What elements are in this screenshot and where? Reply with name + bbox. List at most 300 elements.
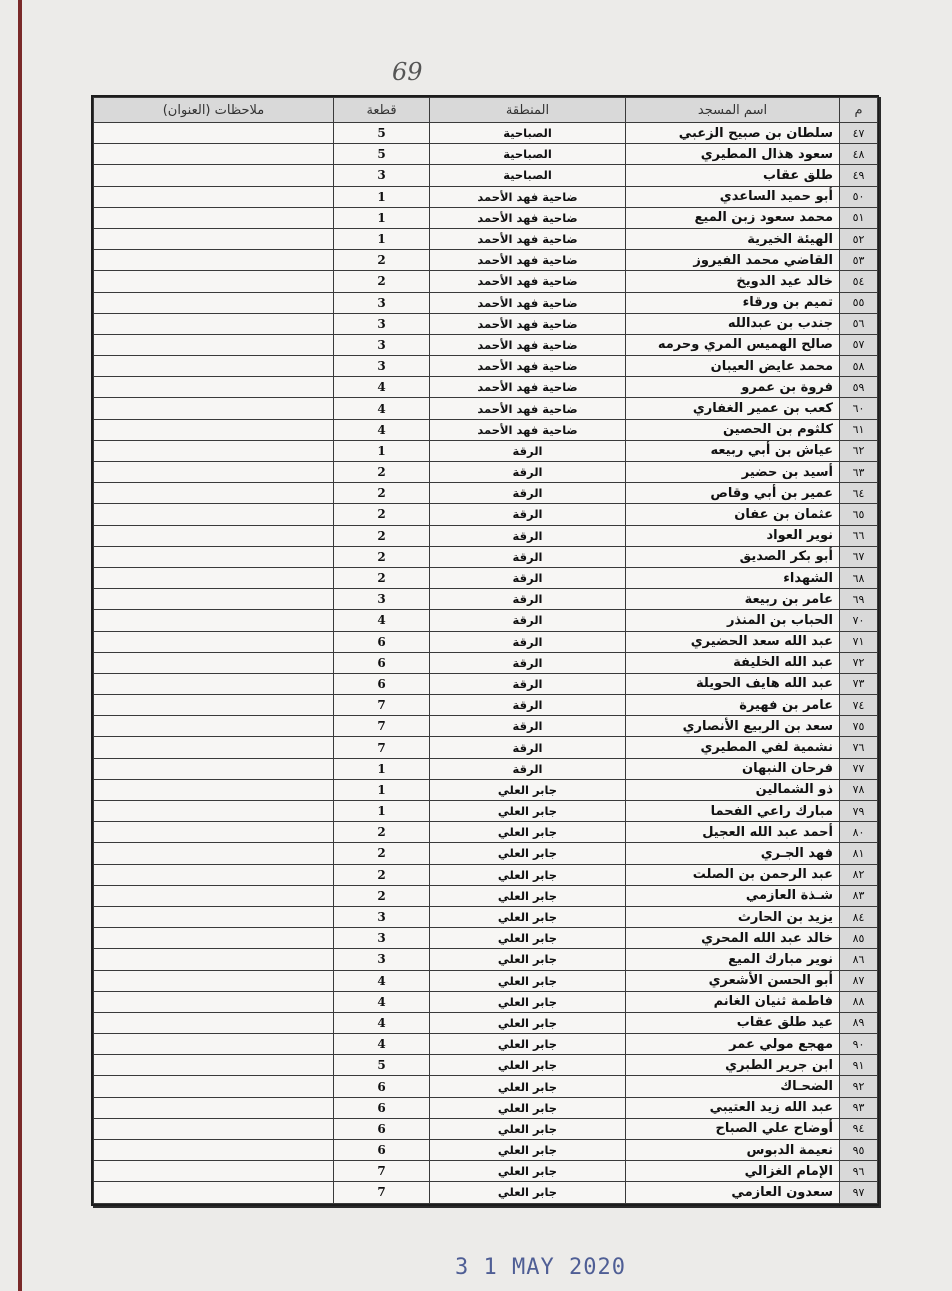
cell-plot: 2	[334, 462, 430, 483]
cell-area: الرقة	[430, 525, 626, 546]
table-row	[94, 906, 878, 927]
cell-plot: 2	[334, 567, 430, 588]
cell-mosque-name: الشهداء	[626, 567, 840, 588]
cell-plot: 2	[334, 271, 430, 292]
cell-notes	[94, 695, 334, 716]
cell-mosque-name: أسيد بن حضير	[626, 462, 840, 483]
cell-mosque-name: شـذة العازمي	[626, 885, 840, 906]
cell-plot: 3	[334, 949, 430, 970]
cell-mosque-name: الهيئة الخيرية	[626, 228, 840, 249]
cell-area: الرقة	[430, 716, 626, 737]
cell-plot: 7	[334, 1161, 430, 1182]
cell-mosque-name: مهجع مولي عمر	[626, 1034, 840, 1055]
cell-row-number: ٩٢	[840, 1076, 878, 1097]
cell-mosque-name: أوضاح علي الصباح	[626, 1118, 840, 1139]
table-row	[94, 377, 878, 398]
table-row	[94, 779, 878, 800]
cell-plot: 4	[334, 398, 430, 419]
cell-notes	[94, 716, 334, 737]
cell-plot: 5	[334, 144, 430, 165]
cell-mosque-name: مبارك راعي الفحما	[626, 801, 840, 822]
table-row	[94, 186, 878, 207]
cell-notes	[94, 546, 334, 567]
cell-notes	[94, 991, 334, 1012]
cell-row-number: ٧٦	[840, 737, 878, 758]
table-row	[94, 504, 878, 525]
table-row	[94, 250, 878, 271]
cell-row-number: ٨٠	[840, 822, 878, 843]
cell-row-number: ٨٣	[840, 885, 878, 906]
cell-mosque-name: نوير العواد	[626, 525, 840, 546]
cell-row-number: ٦٧	[840, 546, 878, 567]
cell-plot: 1	[334, 779, 430, 800]
table-row	[94, 525, 878, 546]
cell-row-number: ٦١	[840, 419, 878, 440]
cell-plot: 4	[334, 377, 430, 398]
cell-plot: 2	[334, 885, 430, 906]
cell-notes	[94, 377, 334, 398]
table-row	[94, 462, 878, 483]
cell-area: جابر العلي	[430, 991, 626, 1012]
cell-row-number: ٦٥	[840, 504, 878, 525]
cell-plot: 4	[334, 610, 430, 631]
cell-notes	[94, 356, 334, 377]
cell-plot: 5	[334, 123, 430, 144]
cell-notes	[94, 334, 334, 355]
cell-area: الرقة	[430, 589, 626, 610]
cell-notes	[94, 652, 334, 673]
table-row	[94, 356, 878, 377]
table-row	[94, 610, 878, 631]
table-row	[94, 1076, 878, 1097]
cell-notes	[94, 440, 334, 461]
cell-plot: 2	[334, 822, 430, 843]
cell-plot: 2	[334, 843, 430, 864]
cell-notes	[94, 313, 334, 334]
cell-area: الرقة	[430, 695, 626, 716]
cell-mosque-name: جندب بن عبدالله	[626, 313, 840, 334]
cell-area: جابر العلي	[430, 1034, 626, 1055]
cell-plot: 2	[334, 864, 430, 885]
cell-notes	[94, 186, 334, 207]
cell-area: ضاحية فهد الأحمد	[430, 271, 626, 292]
cell-mosque-name: محمد سعود زبن الميع	[626, 207, 840, 228]
header-plot: قطعة	[334, 98, 430, 123]
cell-row-number: ٨٥	[840, 928, 878, 949]
cell-mosque-name: أبو الحسن الأشعري	[626, 970, 840, 991]
cell-plot: 7	[334, 695, 430, 716]
cell-area: ضاحية فهد الأحمد	[430, 207, 626, 228]
mosque-table	[93, 97, 878, 1204]
cell-mosque-name: سلطان بن صبيح الزعبي	[626, 123, 840, 144]
cell-notes	[94, 1055, 334, 1076]
cell-plot: 6	[334, 1140, 430, 1161]
cell-notes	[94, 822, 334, 843]
cell-notes	[94, 567, 334, 588]
cell-notes	[94, 631, 334, 652]
cell-row-number: ٧٥	[840, 716, 878, 737]
cell-plot: 6	[334, 1097, 430, 1118]
cell-area: جابر العلي	[430, 970, 626, 991]
cell-mosque-name: سعد بن الربيع الأنصاري	[626, 716, 840, 737]
cell-mosque-name: نعيمة الدبوس	[626, 1140, 840, 1161]
cell-notes	[94, 271, 334, 292]
cell-row-number: ٩٥	[840, 1140, 878, 1161]
cell-area: الرقة	[430, 631, 626, 652]
cell-plot: 1	[334, 207, 430, 228]
date-stamp: 3 1 MAY 2020	[455, 1255, 626, 1280]
cell-notes	[94, 864, 334, 885]
cell-plot: 4	[334, 991, 430, 1012]
header-area: المنطقة	[430, 98, 626, 123]
cell-row-number: ٨١	[840, 843, 878, 864]
cell-area: الرقة	[430, 440, 626, 461]
cell-area: ضاحية فهد الأحمد	[430, 250, 626, 271]
cell-row-number: ٧٣	[840, 673, 878, 694]
table-row	[94, 843, 878, 864]
cell-mosque-name: نوير مبارك الميع	[626, 949, 840, 970]
cell-plot: 7	[334, 1182, 430, 1203]
cell-notes	[94, 398, 334, 419]
table-row	[94, 440, 878, 461]
cell-row-number: ٧١	[840, 631, 878, 652]
cell-notes	[94, 1012, 334, 1033]
cell-notes	[94, 1034, 334, 1055]
cell-notes	[94, 1140, 334, 1161]
cell-plot: 2	[334, 250, 430, 271]
cell-notes	[94, 292, 334, 313]
cell-mosque-name: الضحـاك	[626, 1076, 840, 1097]
cell-mosque-name: كلثوم بن الحصين	[626, 419, 840, 440]
table-row	[94, 165, 878, 186]
cell-plot: 1	[334, 758, 430, 779]
cell-mosque-name: عبد الرحمن بن الصلت	[626, 864, 840, 885]
table-row	[94, 1140, 878, 1161]
table-row	[94, 991, 878, 1012]
cell-row-number: ٧٠	[840, 610, 878, 631]
table-row	[94, 970, 878, 991]
cell-plot: 6	[334, 652, 430, 673]
cell-notes	[94, 144, 334, 165]
cell-mosque-name: سعدون العازمي	[626, 1182, 840, 1203]
cell-notes	[94, 123, 334, 144]
cell-plot: 2	[334, 525, 430, 546]
cell-row-number: ٥٢	[840, 228, 878, 249]
binding-edge-line	[18, 0, 22, 1291]
cell-notes	[94, 228, 334, 249]
cell-notes	[94, 207, 334, 228]
cell-mosque-name: كعب بن عمير الغفاري	[626, 398, 840, 419]
cell-row-number: ٦٢	[840, 440, 878, 461]
cell-notes	[94, 758, 334, 779]
cell-area: ضاحية فهد الأحمد	[430, 398, 626, 419]
cell-row-number: ٩٠	[840, 1034, 878, 1055]
cell-mosque-name: محمد عايض العيبان	[626, 356, 840, 377]
table-row	[94, 292, 878, 313]
cell-row-number: ٩١	[840, 1055, 878, 1076]
table-row	[94, 1118, 878, 1139]
cell-area: ضاحية فهد الأحمد	[430, 377, 626, 398]
table-row	[94, 1012, 878, 1033]
cell-area: ضاحية فهد الأحمد	[430, 292, 626, 313]
table-row	[94, 144, 878, 165]
cell-area: ضاحية فهد الأحمد	[430, 313, 626, 334]
cell-mosque-name: فروة بن عمرو	[626, 377, 840, 398]
cell-notes	[94, 1118, 334, 1139]
cell-plot: 6	[334, 631, 430, 652]
cell-notes	[94, 1161, 334, 1182]
table-row	[94, 822, 878, 843]
table-row	[94, 716, 878, 737]
cell-row-number: ٥٠	[840, 186, 878, 207]
table-row	[94, 864, 878, 885]
cell-notes	[94, 589, 334, 610]
cell-mosque-name: فهد الجـري	[626, 843, 840, 864]
cell-row-number: ٥٥	[840, 292, 878, 313]
cell-area: جابر العلي	[430, 864, 626, 885]
cell-plot: 3	[334, 334, 430, 355]
cell-row-number: ٩٣	[840, 1097, 878, 1118]
cell-area: جابر العلي	[430, 1118, 626, 1139]
header-notes: ملاحظات (العنوان)	[94, 98, 334, 123]
cell-area: جابر العلي	[430, 1076, 626, 1097]
cell-mosque-name: نشمية لفي المطيري	[626, 737, 840, 758]
table-row	[94, 1034, 878, 1055]
cell-notes	[94, 610, 334, 631]
cell-area: جابر العلي	[430, 906, 626, 927]
cell-plot: 1	[334, 440, 430, 461]
table-row	[94, 1055, 878, 1076]
cell-notes	[94, 843, 334, 864]
cell-notes	[94, 673, 334, 694]
cell-notes	[94, 801, 334, 822]
cell-area: جابر العلي	[430, 1012, 626, 1033]
table-row	[94, 673, 878, 694]
cell-notes	[94, 1182, 334, 1203]
cell-area: جابر العلي	[430, 1161, 626, 1182]
cell-area: جابر العلي	[430, 822, 626, 843]
table-row	[94, 483, 878, 504]
cell-area: جابر العلي	[430, 779, 626, 800]
cell-area: الرقة	[430, 758, 626, 779]
cell-area: الصباحية	[430, 165, 626, 186]
cell-row-number: ٤٩	[840, 165, 878, 186]
cell-area: جابر العلي	[430, 1140, 626, 1161]
table-row	[94, 313, 878, 334]
cell-mosque-name: عيد طلق عقاب	[626, 1012, 840, 1033]
cell-plot: 4	[334, 970, 430, 991]
cell-row-number: ٨٢	[840, 864, 878, 885]
cell-plot: 3	[334, 165, 430, 186]
cell-area: ضاحية فهد الأحمد	[430, 228, 626, 249]
cell-plot: 6	[334, 673, 430, 694]
cell-plot: 6	[334, 1076, 430, 1097]
cell-mosque-name: القاضي محمد الفيروز	[626, 250, 840, 271]
table-row	[94, 271, 878, 292]
cell-row-number: ٥٩	[840, 377, 878, 398]
cell-area: الرقة	[430, 567, 626, 588]
cell-row-number: ٨٩	[840, 1012, 878, 1033]
cell-plot: 3	[334, 356, 430, 377]
table-row	[94, 567, 878, 588]
cell-row-number: ٦٦	[840, 525, 878, 546]
cell-row-number: ٩٧	[840, 1182, 878, 1203]
cell-row-number: ٥٧	[840, 334, 878, 355]
cell-area: الرقة	[430, 462, 626, 483]
cell-mosque-name: عياش بن أبي ربيعه	[626, 440, 840, 461]
cell-row-number: ٨٧	[840, 970, 878, 991]
cell-plot: 4	[334, 1012, 430, 1033]
table-row	[94, 1182, 878, 1203]
cell-area: جابر العلي	[430, 1055, 626, 1076]
cell-row-number: ٧٢	[840, 652, 878, 673]
cell-notes	[94, 737, 334, 758]
cell-row-number: ٩٤	[840, 1118, 878, 1139]
cell-mosque-name: طلق عقاب	[626, 165, 840, 186]
table-row	[94, 207, 878, 228]
cell-row-number: ٨٨	[840, 991, 878, 1012]
cell-row-number: ٥٣	[840, 250, 878, 271]
table-row	[94, 928, 878, 949]
cell-mosque-name: خالد عيد الدويخ	[626, 271, 840, 292]
table-row	[94, 631, 878, 652]
cell-area: الصباحية	[430, 123, 626, 144]
cell-area: الرقة	[430, 504, 626, 525]
cell-mosque-name: الإمام الغزالي	[626, 1161, 840, 1182]
table-row	[94, 546, 878, 567]
cell-mosque-name: صالح الهميس المري وحرمه	[626, 334, 840, 355]
cell-row-number: ٦٠	[840, 398, 878, 419]
cell-area: الرقة	[430, 610, 626, 631]
cell-mosque-name: تميم بن ورقاء	[626, 292, 840, 313]
cell-notes	[94, 1097, 334, 1118]
cell-plot: 7	[334, 716, 430, 737]
header-mosque-name: اسم المسجد	[626, 98, 840, 123]
cell-area: الرقة	[430, 483, 626, 504]
cell-plot: 1	[334, 801, 430, 822]
cell-plot: 3	[334, 928, 430, 949]
cell-area: جابر العلي	[430, 928, 626, 949]
cell-notes	[94, 970, 334, 991]
cell-plot: 1	[334, 228, 430, 249]
cell-area: الصباحية	[430, 144, 626, 165]
cell-notes	[94, 928, 334, 949]
cell-mosque-name: عامر بن ربيعة	[626, 589, 840, 610]
table-row	[94, 801, 878, 822]
cell-plot: 4	[334, 419, 430, 440]
cell-mosque-name: أبو بكر الصديق	[626, 546, 840, 567]
cell-notes	[94, 165, 334, 186]
cell-mosque-name: ذو الشمالين	[626, 779, 840, 800]
cell-plot: 2	[334, 504, 430, 525]
cell-area: جابر العلي	[430, 885, 626, 906]
cell-plot: 3	[334, 292, 430, 313]
cell-mosque-name: فرحان النبهان	[626, 758, 840, 779]
cell-mosque-name: أحمد عبد الله العجيل	[626, 822, 840, 843]
cell-mosque-name: عامر بن فهيرة	[626, 695, 840, 716]
cell-area: جابر العلي	[430, 843, 626, 864]
cell-row-number: ٧٤	[840, 695, 878, 716]
handwritten-page-number: 69	[392, 58, 423, 86]
cell-notes	[94, 525, 334, 546]
cell-notes	[94, 906, 334, 927]
cell-mosque-name: يزيد بن الحارث	[626, 906, 840, 927]
table-row	[94, 1097, 878, 1118]
table-row	[94, 228, 878, 249]
cell-plot: 5	[334, 1055, 430, 1076]
cell-area: ضاحية فهد الأحمد	[430, 356, 626, 377]
cell-row-number: ٥٤	[840, 271, 878, 292]
cell-row-number: ٥٦	[840, 313, 878, 334]
cell-row-number: ٧٩	[840, 801, 878, 822]
cell-plot: 6	[334, 1118, 430, 1139]
cell-notes	[94, 504, 334, 525]
cell-area: ضاحية فهد الأحمد	[430, 186, 626, 207]
cell-area: الرقة	[430, 652, 626, 673]
table-row	[94, 652, 878, 673]
cell-mosque-name: عبد الله هايف الحويلة	[626, 673, 840, 694]
mosque-table-container	[91, 95, 879, 1206]
cell-row-number: ٦٣	[840, 462, 878, 483]
cell-area: جابر العلي	[430, 949, 626, 970]
cell-plot: 3	[334, 906, 430, 927]
cell-plot: 3	[334, 589, 430, 610]
cell-notes	[94, 949, 334, 970]
cell-row-number: ٨٦	[840, 949, 878, 970]
table-row	[94, 885, 878, 906]
cell-mosque-name: عبد الله الخليفة	[626, 652, 840, 673]
cell-plot: 3	[334, 313, 430, 334]
cell-notes	[94, 885, 334, 906]
cell-area: جابر العلي	[430, 801, 626, 822]
cell-row-number: ٥٨	[840, 356, 878, 377]
cell-mosque-name: خالد عبد الله المحري	[626, 928, 840, 949]
header-no: م	[840, 98, 878, 123]
cell-area: الرقة	[430, 673, 626, 694]
cell-plot: 1	[334, 186, 430, 207]
cell-mosque-name: ابن جرير الطبري	[626, 1055, 840, 1076]
cell-mosque-name: أبو حميد الساعدي	[626, 186, 840, 207]
cell-notes	[94, 483, 334, 504]
table-row	[94, 1161, 878, 1182]
cell-row-number: ٤٨	[840, 144, 878, 165]
cell-area: الرقة	[430, 737, 626, 758]
cell-plot: 4	[334, 1034, 430, 1055]
cell-row-number: ٩٦	[840, 1161, 878, 1182]
cell-notes	[94, 462, 334, 483]
table-header-row	[94, 98, 878, 123]
cell-plot: 2	[334, 483, 430, 504]
cell-row-number: ٥١	[840, 207, 878, 228]
cell-mosque-name: عثمان بن عفان	[626, 504, 840, 525]
cell-area: ضاحية فهد الأحمد	[430, 334, 626, 355]
table-row	[94, 695, 878, 716]
cell-row-number: ٦٨	[840, 567, 878, 588]
cell-area: الرقة	[430, 546, 626, 567]
table-row	[94, 419, 878, 440]
cell-mosque-name: سعود هذال المطيري	[626, 144, 840, 165]
cell-row-number: ٦٩	[840, 589, 878, 610]
table-row	[94, 398, 878, 419]
cell-area: ضاحية فهد الأحمد	[430, 419, 626, 440]
table-row	[94, 949, 878, 970]
cell-plot: 7	[334, 737, 430, 758]
cell-row-number: ٧٧	[840, 758, 878, 779]
table-row	[94, 737, 878, 758]
cell-area: جابر العلي	[430, 1097, 626, 1118]
cell-plot: 2	[334, 546, 430, 567]
cell-notes	[94, 419, 334, 440]
